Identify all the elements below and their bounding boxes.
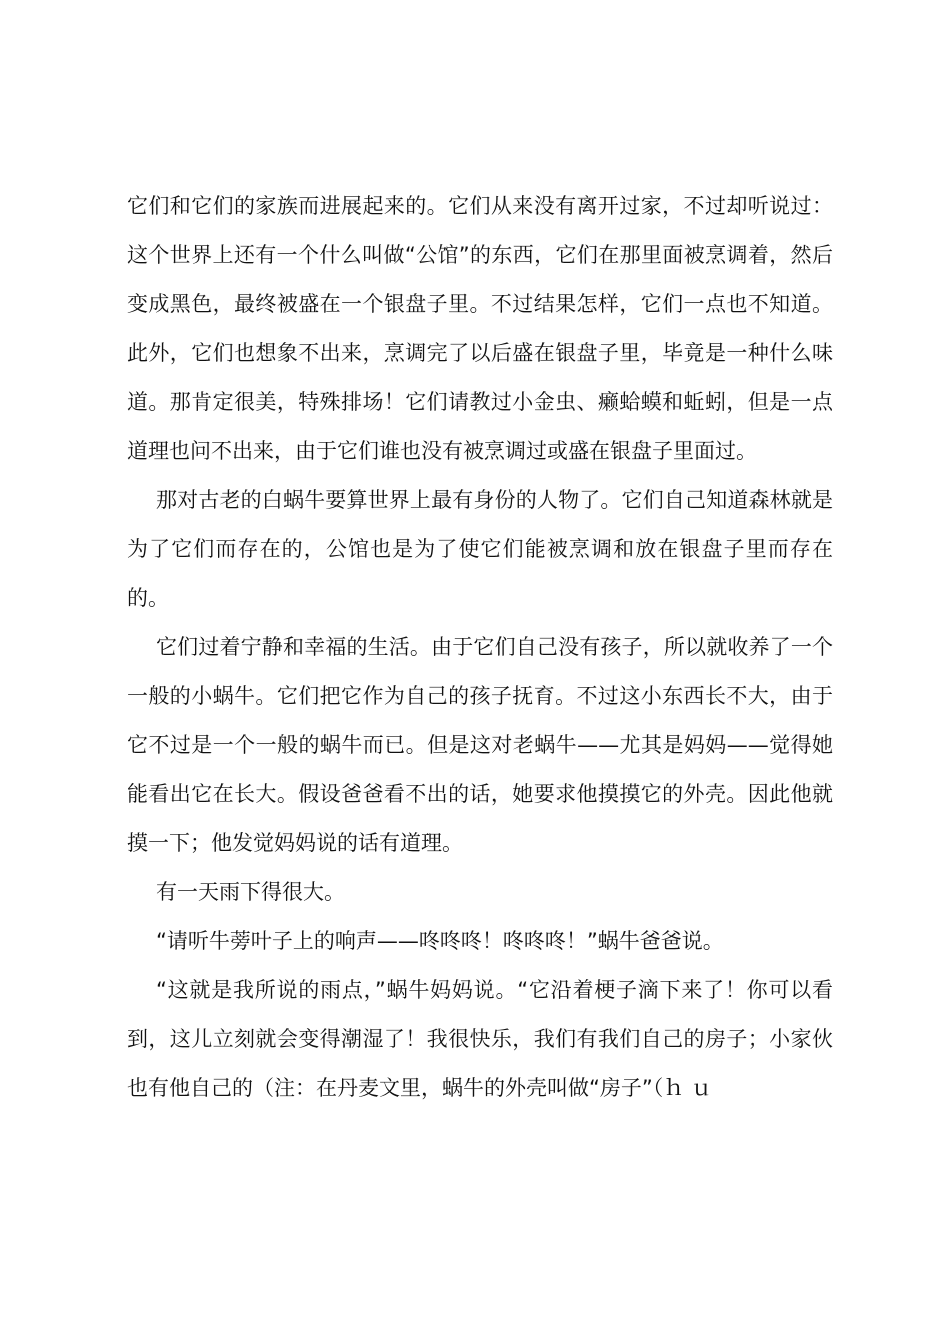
paragraph-3: 它们过着宁静和幸福的生活。由于它们自己没有孩子，所以就收养了一个一般的小蜗牛。它们把它作为自己的孩子抚育。不过这小东西长不大，由于它不过是一个一般的蜗牛而已。但是这对老蜗牛——尤其是妈妈——觉得她能看出它在长大。假设爸爸看不出的话，她要求他摸摸它的外壳。因此他就摸一下；他发觉妈妈说的话有道理。 [127, 635, 833, 855]
paragraph-5: “请听牛蒡叶子上的响声——咚咚咚！咚咚咚！”蜗牛爸爸说。 [156, 929, 724, 953]
paragraph-4: 有一天雨下得很大。 [156, 880, 345, 904]
paragraph-6: “这就是我所说的雨点，”蜗牛妈妈说。“它沿着梗子滴下来了！你可以看到，这儿立刻就会变得潮湿了！我很快乐，我们有我们自己的房子；小家伙也有他自己的（注：在丹麦文里，蜗牛的外壳叫做“房子”（ｈ ｕ [127, 978, 833, 1100]
document-body [127, 182, 833, 1113]
paragraph-2: 那对古老的白蜗牛要算世界上最有身份的人物了。它们自己知道森林就是为了它们而存在的，公馆也是为了使它们能被烹调和放在银盘子里而存在的。 [127, 488, 833, 610]
paragraph-1: 它们和它们的家族而进展起来的。它们从来没有离开过家，不过却听说过：这个世界上还有一个什么叫做“公馆”的东西，它们在那里面被烹调着，然后变成黑色，最终被盛在一个银盘子里。不过结果怎样，它们一点也不知道。此外，它们也想象不出来，烹调完了以后盛在银盘子里，毕竟是一种什么味道。那肯定很美，特殊排场！它们请教过小金虫、癞蛤蟆和蚯蚓，但是一点道理也问不出来，由于它们谁也没有被烹调过或盛在银盘子里面过。 [127, 194, 833, 463]
